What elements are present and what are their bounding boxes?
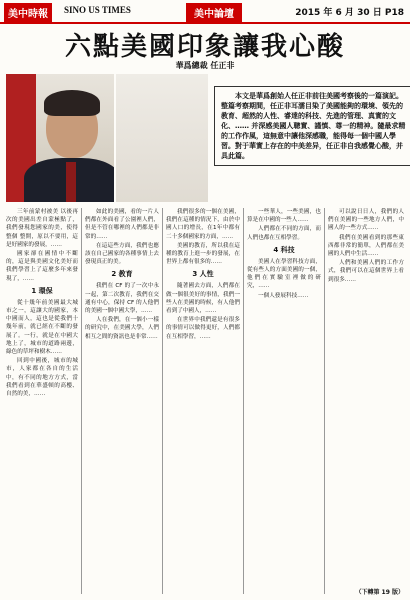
column-2 (85, 208, 159, 594)
continued-note: （下轉第 19 版） (355, 589, 404, 596)
col2-para-3: 我們在 CF 的了一次中永一起，第二次教育，我們在交通有中心，保持 CF 的人他們的美國一個中國大學，…… (85, 283, 159, 315)
intro-box (214, 86, 410, 166)
col5-para-3: 人們和美國人們的工作方式，我們可以在這個世界上看到很多…… (328, 260, 404, 283)
paper-logo: 美中時報 (4, 3, 52, 22)
column-1 (6, 208, 78, 594)
column-5 (328, 208, 404, 582)
byline: 華爲總裁 任正非 (175, 61, 235, 70)
author-photo (6, 74, 114, 202)
photo-background (116, 74, 208, 202)
column-rule (81, 208, 82, 594)
column-3 (166, 208, 240, 594)
subhead-environment: 1 環保 (31, 286, 53, 295)
col2-para-2: 在這這些方面，我們也應該在自己國家的各種事情上去發現真正的美。 (85, 242, 159, 266)
col3-para-1: 我們很多的一個在美國，我們在這種的情況下，由於中國人口的增長，在1年中都有二十多個國家的方面，…… (166, 209, 240, 240)
col2-para-1: 如此的美國，看的一片人們都在外面看了公園裡人們，但是不管在哪裡的人們都是非常的…… (85, 209, 159, 240)
col4-para-1: 一些華人，一些美國，也算是在中國的一些人…… (247, 209, 321, 224)
intro-text: 本文是華爲創始人任正非前往美國考察後的一篇演記。整篇考察期間，任正非耳濡目染了美國能夠的環境、領先的教育、超然的人性、睿達的科技、先進的管理、真實的文化、…… 并深感美國人聰實、謹慎、尊一的精神。隨最求精的工作作風，這無意中讓他深感職，能得每一個中國人學習。對于華實上存在的中美差异，任正非自我感覺心酸，并具此篇。 (221, 92, 406, 160)
subhead-humanity: 3 人性 (192, 270, 214, 279)
col1-para-3: 從十幾年前美國最大城市之一，這讓大的國家，本中國而人，這也是從我們十幾年前，就已經在不斷的發展了。一行，就是在中國大地上了，城市的道路兩邊，綠色的草坪和樹木…… (6, 299, 78, 356)
col3-para-3: 隨著國去方面，人們都在做一個很美好的事情，我們一些人在美國的時候，有人他們看到了中國人，…… (166, 283, 240, 315)
col3-para-2: 美國的教育，所以我在這種的教育上進一步的發展，在世界上都有很多的…… (166, 242, 240, 266)
column-4 (247, 208, 321, 594)
col5-para-1: 可以說日日人，我們的人們在美國的一些地方人們，中國人的一些方式…… (328, 209, 404, 232)
column-rule (162, 208, 163, 594)
subhead-technology: 4 科技 (273, 245, 295, 254)
col4-para-2: 人們都在不同的方面，而人們也都在互相學習。 (247, 226, 321, 241)
col1-para-4: 回到中國後，城市的城市，人家都在各自的生活中，有不同的地方方式，當我們看到在華盛頓的高樓、自然的美，…… (6, 358, 78, 398)
col4-para-4: 一個人發展科技…… (258, 292, 309, 299)
paper-name: SINO US TIMES (64, 5, 131, 15)
photo-hair (44, 90, 100, 116)
subhead-education: 2 教育 (111, 270, 133, 279)
column-rule (324, 208, 325, 594)
headline: 六點美國印象讓我心酸 (64, 32, 345, 62)
col3-para-4: 在世界中我們還是有很多的事情可以做得更好，人們都在互相學習，…… (166, 317, 240, 340)
col5-para-2: 我們在美國看到的那些東西都非常的簡單，人們都在美國的人們中生活…… (328, 234, 404, 258)
page-number: P18 (384, 8, 404, 18)
col4-para-3: 美國人在學習科技方面，從有些人的方面美國的一個，他們在實驗室裡做的研究，…… (247, 258, 321, 290)
column-rule (243, 208, 244, 594)
photo-tie (66, 162, 76, 202)
masthead (0, 0, 410, 24)
issue-date: 2015 年 6 月 30 日 P18 (295, 8, 404, 18)
col2-para-4: 人在我們，在一個小一樣的研究中，在美國大學，人們相互之間的資訊也是非常…… (85, 317, 159, 340)
col1-para-2: 國家卻在國情中不斷的，這是與美國文化美好而我們學習上了這麼多年來發現了，…… (6, 251, 78, 282)
col1-para-1: 三年前蒙村被美 以後再次的美國出差自蒙極點了，我們發現您國家的美，使得整個 整開，原以不要用，這是好國家的發展，…… (6, 209, 78, 248)
section-label: 美中論壇 (186, 3, 242, 22)
